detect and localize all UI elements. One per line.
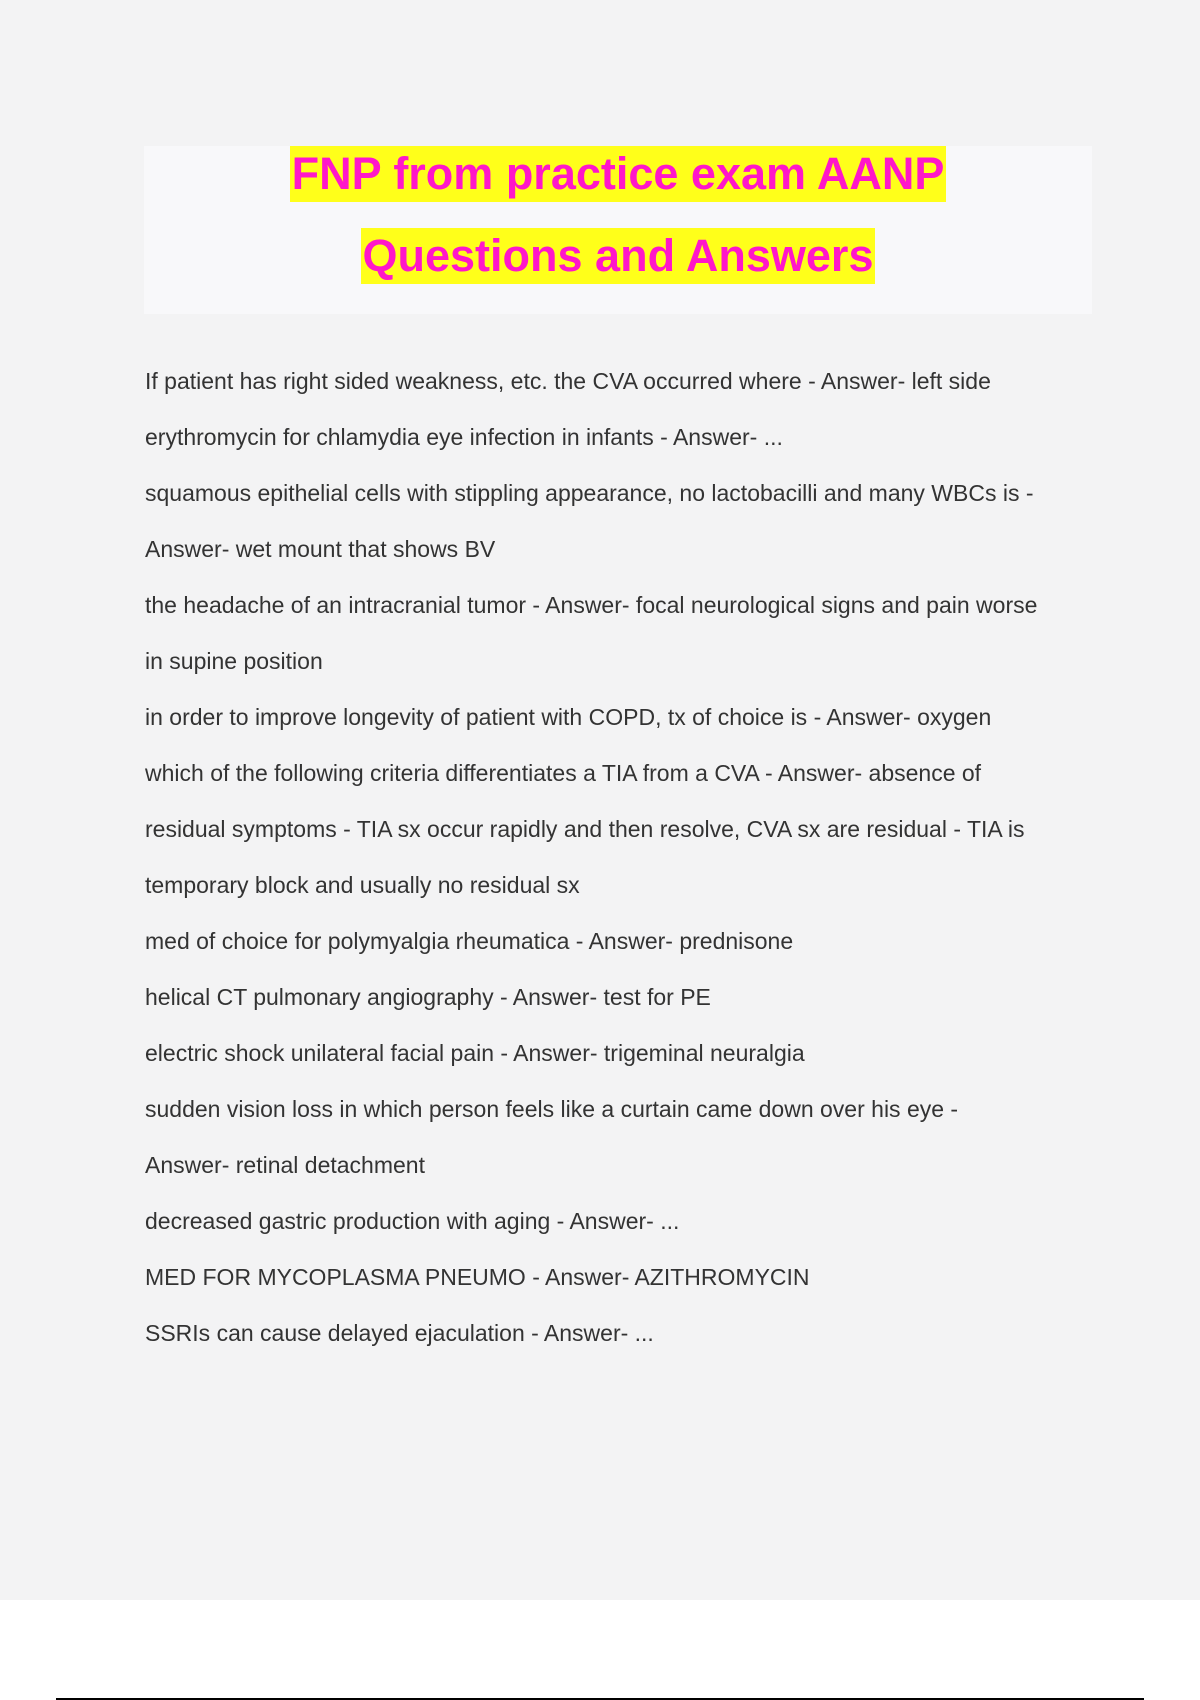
text-line: SSRIs can cause delayed ejaculation - Answer- ... [145,1320,654,1346]
text-line: helical CT pulmonary angiography - Answer- test for PE [145,984,711,1010]
text-line: If patient has right sided weakness, etc. the CVA occurred where - Answer- left side [145,368,991,394]
title-line-2 [144,228,1092,284]
text-line: residual symptoms - TIA sx occur rapidly and then resolve, CVA sx are residual - TIA is [145,816,1025,842]
title-block [144,146,1092,314]
text-line: sudden vision loss in which person feels like a curtain came down over his eye - [145,1096,959,1122]
text-line: which of the following criteria differentiates a TIA from a CVA - Answer- absence of [145,760,982,786]
text-line: electric shock unilateral facial pain - Answer- trigeminal neuralgia [145,1040,805,1066]
text-line: erythromycin for chlamydia eye infection in infants - Answer- ... [145,424,783,450]
text-line: temporary block and usually no residual sx [145,872,580,898]
text-line: squamous epithelial cells with stippling appearance, no lactobacilli and many WBCs is - [145,480,1034,506]
qa-content [145,366,1095,1374]
title-line-1 [144,146,1092,202]
title-text-1: FNP from practice exam AANP [290,146,947,202]
text-line: decreased gastric production with aging - Answer- ... [145,1208,680,1234]
text-line: in order to improve longevity of patient with COPD, tx of choice is - Answer- oxygen [145,704,992,730]
text-line: Answer- retinal detachment [145,1152,425,1178]
text-line: med of choice for polymyalgia rheumatica - Answer- prednisone [145,928,794,954]
text-line: the headache of an intracranial tumor - Answer- focal neurological signs and pain worse [145,592,1038,618]
text-line: in supine position [145,648,323,674]
text-line: MED FOR MYCOPLASMA PNEUMO - Answer- AZITHROMYCIN [145,1264,810,1290]
text-line: Answer- wet mount that shows BV [145,536,496,562]
title-text-2: Questions and Answers [361,228,876,284]
